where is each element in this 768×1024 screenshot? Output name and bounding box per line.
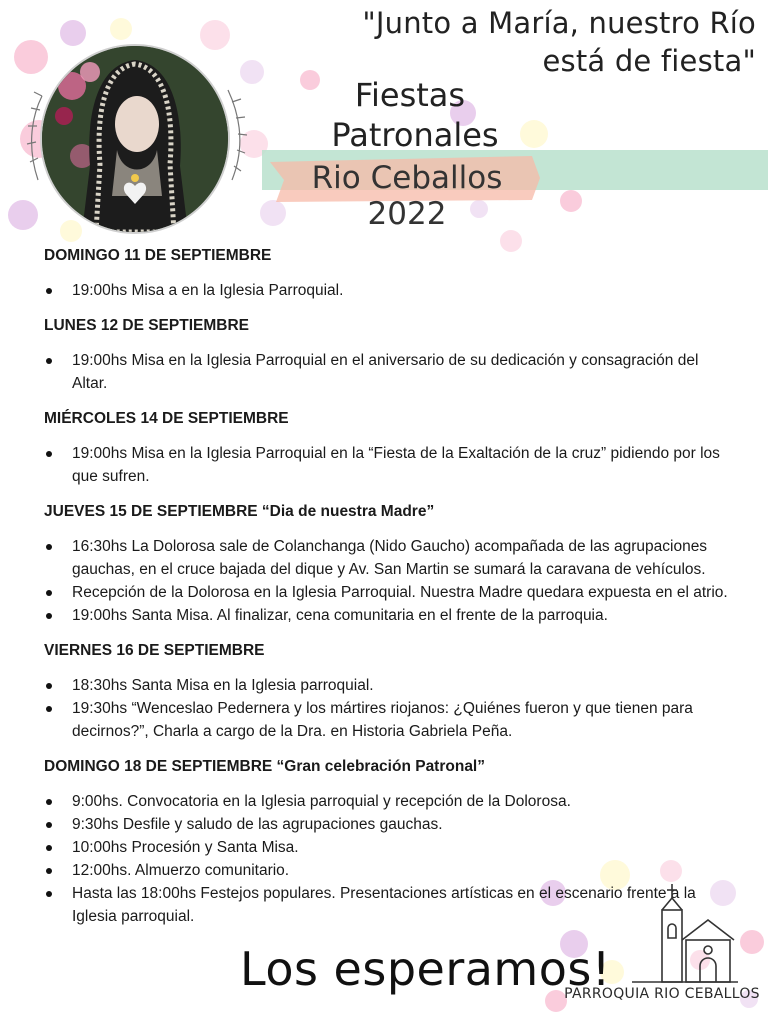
floral-wreath-icon	[18, 30, 250, 248]
list-item	[44, 604, 734, 627]
schedule	[44, 244, 734, 940]
list-item-text: 12:00hs. Almuerzo comunitario.	[72, 862, 290, 879]
header-quote	[336, 4, 756, 80]
list-item	[44, 442, 734, 488]
bullet-icon	[46, 544, 52, 550]
bullet-icon	[46, 706, 52, 712]
bullet-icon	[46, 590, 52, 596]
bokeh-dot	[560, 190, 582, 212]
list-item-text: 19:30hs “Wenceslao Pedernera y los mártires riojanos: ¿Quiénes fueron y que tienen para decirnos?”, Charla a cargo de la Dra. en Historia Gabriela Peña.	[72, 700, 693, 740]
bullet-icon	[46, 613, 52, 619]
list-item-text: Recepción de la Dolorosa en la Iglesia Parroquial. Nuestra Madre quedara expuesta en el atrio.	[72, 584, 728, 601]
list-item	[44, 279, 734, 302]
list-item-text: 16:30hs La Dolorosa sale de Colanchanga (Nido Gaucho) acompañada de las agrupaciones gauchas, en el cruce bajada del dique y Av. San Martin se sumará la caravana de vehículos.	[72, 538, 708, 578]
list-item	[44, 697, 734, 743]
bokeh-dot	[300, 70, 320, 90]
list-item	[44, 836, 734, 859]
title-rio-ceballos: Rio Ceballos 2022	[311, 160, 503, 232]
list-item	[44, 813, 734, 836]
day-items-list	[44, 349, 734, 395]
bullet-icon	[46, 799, 52, 805]
list-item	[44, 581, 734, 604]
list-item-text: 9:30hs Desfile y saludo de las agrupaciones gauchas.	[72, 816, 443, 833]
list-item-text: 9:00hs. Convocatoria en la Iglesia parroquial y recepción de la Dolorosa.	[72, 793, 571, 810]
bullet-icon	[46, 288, 52, 294]
list-item-text: 19:00hs Misa a en la Iglesia Parroquial.	[72, 282, 344, 299]
quote-line-1: "Junto a María, nuestro Río	[362, 6, 756, 40]
list-item	[44, 349, 734, 395]
list-item-text: 10:00hs Procesión y Santa Misa.	[72, 839, 299, 856]
bullet-icon	[46, 868, 52, 874]
bokeh-dot	[740, 930, 764, 954]
title-fiestas: Fiestas	[354, 76, 466, 114]
list-item	[44, 790, 734, 813]
title-patronales: Patronales	[331, 116, 499, 154]
list-item	[44, 535, 734, 581]
church-icon	[630, 880, 740, 990]
list-item	[44, 859, 734, 882]
day-heading: DOMINGO 11 DE SEPTIEMBRE	[44, 247, 272, 264]
day-items-list	[44, 535, 734, 627]
bokeh-dot	[520, 120, 548, 148]
closing-text: Los esperamos!	[240, 942, 611, 996]
day-heading: DOMINGO 18 DE SEPTIEMBRE “Gran celebración Patronal”	[44, 758, 485, 775]
bullet-icon	[46, 822, 52, 828]
day-items-list	[44, 674, 734, 743]
day-heading: MIÉRCOLES 14 DE SEPTIEMBRE	[44, 410, 289, 427]
list-item-text: 19:00hs Santa Misa. Al finalizar, cena comunitaria en el frente de la parroquia.	[72, 607, 608, 624]
list-item	[44, 674, 734, 697]
bullet-icon	[46, 358, 52, 364]
list-item-text: 19:00hs Misa en la Iglesia Parroquial en la “Fiesta de la Exaltación de la cruz” pidiendo por los que sufren.	[72, 445, 720, 485]
list-item-text: 19:00hs Misa en la Iglesia Parroquial en el aniversario de su dedicación y consagración del Altar.	[72, 352, 699, 392]
day-items-list	[44, 279, 734, 302]
bullet-icon	[46, 845, 52, 851]
quote-line-2: está de fiesta"	[542, 44, 756, 78]
bullet-icon	[46, 451, 52, 457]
bullet-icon	[46, 683, 52, 689]
day-heading: VIERNES 16 DE SEPTIEMBRE	[44, 642, 265, 659]
day-items-list	[44, 442, 734, 488]
parish-name: PARROQUIA RIO CEBALLOS	[564, 986, 760, 1002]
list-item-text: 18:30hs Santa Misa en la Iglesia parroquial.	[72, 677, 374, 694]
day-heading: LUNES 12 DE SEPTIEMBRE	[44, 317, 249, 334]
day-heading: JUEVES 15 DE SEPTIEMBRE “Dia de nuestra Madre”	[44, 503, 435, 520]
bullet-icon	[46, 891, 52, 897]
list-item-text: Hasta las 18:00hs Festejos populares. Presentaciones artísticas en el escenario frente a la Iglesia parroquial.	[72, 885, 696, 925]
